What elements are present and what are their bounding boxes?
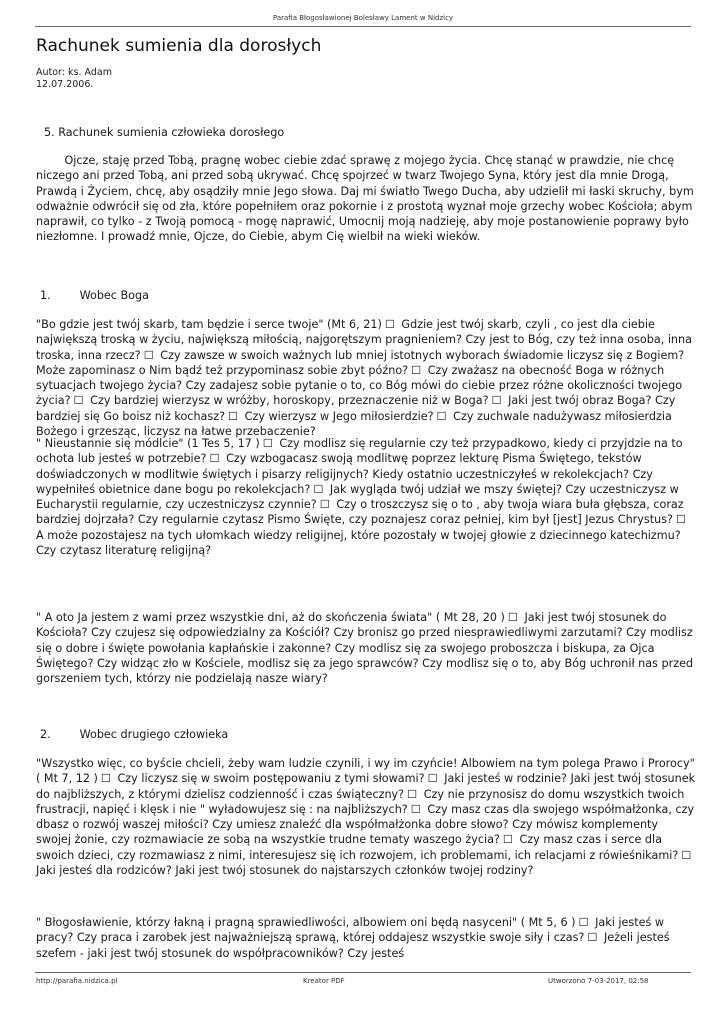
checkbox-icon: ☐ <box>143 348 154 362</box>
question: Czy masz czas i serce dla swoich dzieci, czy rozmawiasz z nimi, interesujesz się ich rozwojem, ich problemami, ich relacjami z rówieśnikami? <box>36 833 679 862</box>
paragraph-treasure <box>36 317 696 439</box>
section-number: 2. <box>40 728 51 741</box>
checkbox-icon: ☐ <box>411 363 422 377</box>
scripture-quote: "Bo gdzie jest twój skarb, tam będzie i serce twoje" (Mt 6, 21) <box>36 318 382 331</box>
question: Czy bardziej wierzysz w wróżby, horoskopy, przeznaczenie niż w Boga? <box>90 394 489 408</box>
question: Jeżeli jesteś szefem - jaki jest twój stosunek do współpracowników? Czy jesteś <box>36 931 670 960</box>
checkbox-icon: ☐ <box>73 394 84 408</box>
question: Jak wygląda twój udział we mszy świętej? Czy uczestniczysz w Eucharystii regularnie, czy uczestniczysz czynnie? <box>36 482 679 512</box>
checkbox-icon: ☐ <box>100 772 111 786</box>
checkbox-icon: ☐ <box>410 802 421 816</box>
question: Jaki jest twój obraz Boga? Czy bardziej się Go boisz niż kochasz? <box>36 394 676 423</box>
paragraph-golden-rule <box>36 756 696 878</box>
checkbox-icon: ☐ <box>587 931 598 945</box>
section-title: Rachunek sumienia człowieka dorosłego <box>58 126 285 139</box>
scripture-quote: " A oto Ja jestem z wami przez wszystkie dni, aż do skończenia świata" ( Mt 28, 20 ) <box>36 611 505 624</box>
author-line: Autor: ks. Adam <box>36 67 112 78</box>
footer-created: Utworzono 7-03-2017, 02:58 <box>548 977 649 985</box>
scripture-quote: " Nieustannie się módlcie" (1 Tes 5, 17 ) <box>36 437 260 450</box>
section-number: 5. <box>44 126 55 139</box>
section-title: Wobec drugiego człowieka <box>79 728 229 741</box>
footer-url[interactable]: http://parafia.nidzica.pl <box>36 977 118 985</box>
intro-paragraph: Ojcze, staję przed Tobą, pragnę wobec ciebie zdać sprawę z mojego życia. Chcę stanąć w prawdzie, nie chcę niczego ani przed Tobą, ani przed sobą ukrywać. Chcę spojrzeć w twarz Twojego Syna, który jest dla mnie Drogą, Prawdą i Życiem, chcę, aby osądziły mnie Jego słowa. Daj mi światło Twego Ducha, aby udzielił mi łaski skruchy, bym odważnie odwrócił się od zła, które popełniłem oraz pokornie i z prostotą wyznał moje grzechy wobec Kościoła; abym naprawił, co tylko - z Twoją pomocą - mogę naprawić, Umocnij moją nadzieję, aby moje postanowienie poprawy było niezłomne. I prowadź mnie, Ojcze, do Ciebie, abym Cię wielbił na wieki wieków. <box>36 154 698 244</box>
paragraph <box>36 756 696 878</box>
scripture-quote: " Błogosławienie, którzy łakną i pragną sprawiedliwości, albowiem oni będą nasyceni" ( Mt 5, 6 ) <box>36 916 576 929</box>
question: Czy modlisz się regularnie czy też przypadkowo, kiedy ci przyjdzie na to ochota lub jesteś w potrzebie? <box>36 437 683 466</box>
checkbox-icon: ☐ <box>313 482 324 496</box>
question: Czy zważasz na obecność Boga w różnych sytuacjach twojego życia? Czy zadajesz sobie pytanie o to, co Bóg mówi do ciebie przez różne okoliczności twojego życia? <box>36 363 683 408</box>
paragraph-prayer <box>36 436 696 558</box>
question: Gdzie jest twój skarb, czyli , co jest dla ciebie największą troską w życiu, największą miłością, najgorętszym pragnieniem? Czy jest to Bóg, czy też inna osoba, inna troska, inna rzecz? <box>36 318 692 362</box>
question: Jaki jesteś w rodzinie? Jaki jest twój stosunek do najbliższych, z którymi dzielisz codzienność i czas świąteczny? <box>36 772 696 801</box>
question: Czy zawsze w swoich ważnych lub mniej istotnych wyborach świadomie liczysz się z Bogiem? Może zapominasz o Nim bądź też przypominasz sobie zbyt późno? <box>36 348 685 377</box>
checkbox-icon: ☐ <box>427 772 438 786</box>
paragraph-church <box>36 610 696 686</box>
scripture-quote: "Wszystko więc, co byście chcieli, żeby wam ludzie czynili, i wy im czyńcie! Albowiem na tym polega Prawo i Prorocy" ( Mt 7, 12 ) <box>36 757 695 786</box>
question: Czy o troszczysz się o to , aby twoja wiara buła głębsza, coraz bardziej dojrzała? Czy regularnie czytasz Pismo Święte, czy poznajesz coraz pełniej, kim był [jest] Jezus Chrystus? <box>36 498 684 527</box>
checkbox-icon: ☐ <box>407 787 418 801</box>
checkbox-icon: ☐ <box>675 513 687 527</box>
question: A może pozostajesz na tych ułomkach wiedzy religijnej, które pozostały w twojej głowie z dziecinnego katechizmu? Czy czytasz literaturę religijną? <box>36 528 681 558</box>
checkbox-icon: ☐ <box>507 611 518 624</box>
section-2-heading <box>40 728 228 741</box>
section-5-heading <box>44 126 284 139</box>
footer-divider <box>35 972 691 973</box>
question: Czy wzbogacasz swoją modlitwę poprzez lekturę Pisma Świętego, tekstów doświadczonych w modlitwie świętych i pisarzy religijnych? Kiedy ostatnio uczestniczyłeś w rekolekcjach? Czy wypełniłeś obietnice dane bogu po rekolekcjach? <box>36 452 653 496</box>
checkbox-icon: ☐ <box>209 452 220 466</box>
checkbox-icon: ☐ <box>491 394 502 408</box>
document-title: Rachunek sumienia dla dorosłych <box>36 36 322 56</box>
header-divider <box>35 26 691 27</box>
date-line: 12.07.2006. <box>36 79 94 90</box>
checkbox-icon: ☐ <box>384 318 395 331</box>
checkbox-icon: ☐ <box>262 437 273 450</box>
question: Jaki jesteś w pracy? Czy praca i zarobek jest najważniejszą sprawą, której oddajesz wszystkie swoje siły i czas? <box>36 916 665 945</box>
document-meta <box>36 67 112 91</box>
section-number: 1. <box>40 289 51 302</box>
paragraph <box>36 915 696 961</box>
question: Czy zuchwale nadużywasz miłosierdzia Bożego i grzesząc, liczysz na łatwe przebaczenie? <box>36 409 672 439</box>
checkbox-icon: ☐ <box>502 833 513 847</box>
question: Czy wierzysz w Jego miłosierdzie? <box>244 409 434 423</box>
question: Czy liczysz się w swoim postępowaniu z tymi słowami? <box>117 772 425 786</box>
checkbox-icon: ☐ <box>681 848 692 862</box>
question: Jaki jest twój stosunek do Kościoła? Czy czujesz się odpowiedzialny za Kościół? Czy bronisz go przed niesprawiedliwymi zarzutami? Czy modlisz się o dobre i święte powołania kapłańskie i zakonne? Czy modlisz się za swojego proboszcza i biskupa, za Ojca Świętego? Czy widząc zło w Kościele, modlisz się za jego sprawców? Czy modlisz się o to, aby Bóg uchronił nas przed gorszeniem tych, którzy nie podzielają nasze wiary? <box>36 611 694 686</box>
paragraph <box>36 610 696 686</box>
section-title: Wobec Boga <box>79 289 149 302</box>
question: Czy nie przynosisz do domu wszystkich twoich frustracji, napięć i klęsk i nie " wyładowujesz się : na najbliższych? <box>36 787 685 816</box>
intro-prayer <box>36 153 696 245</box>
footer-generator: Kreator PDF <box>303 977 345 985</box>
page-header: Parafia Błogosławionej Bolesławy Lament w Nidzicy <box>272 14 454 22</box>
question: Jaki jesteś dla rodziców? Jaki jest twój stosunek do najstarszych członków twojej rodziny? <box>36 864 534 878</box>
checkbox-icon: ☐ <box>436 409 447 423</box>
question: Czy masz czas dla swojego współmałżonka, czy dbasz o rozwój waszej miłości? Czy umiesz znaleźć dla współmałżonka dobre słowo? Czy mówisz komplementy swojej żonie, czy rozmawiacie ze sobą na wszystkie trudne tematy waszego życia? <box>36 802 695 847</box>
checkbox-icon: ☐ <box>578 916 589 929</box>
checkbox-icon: ☐ <box>228 409 239 423</box>
paragraph-justice <box>36 915 696 961</box>
paragraph <box>36 436 696 558</box>
paragraph <box>36 317 696 439</box>
section-1-heading <box>40 289 149 302</box>
checkbox-icon: ☐ <box>319 498 330 512</box>
